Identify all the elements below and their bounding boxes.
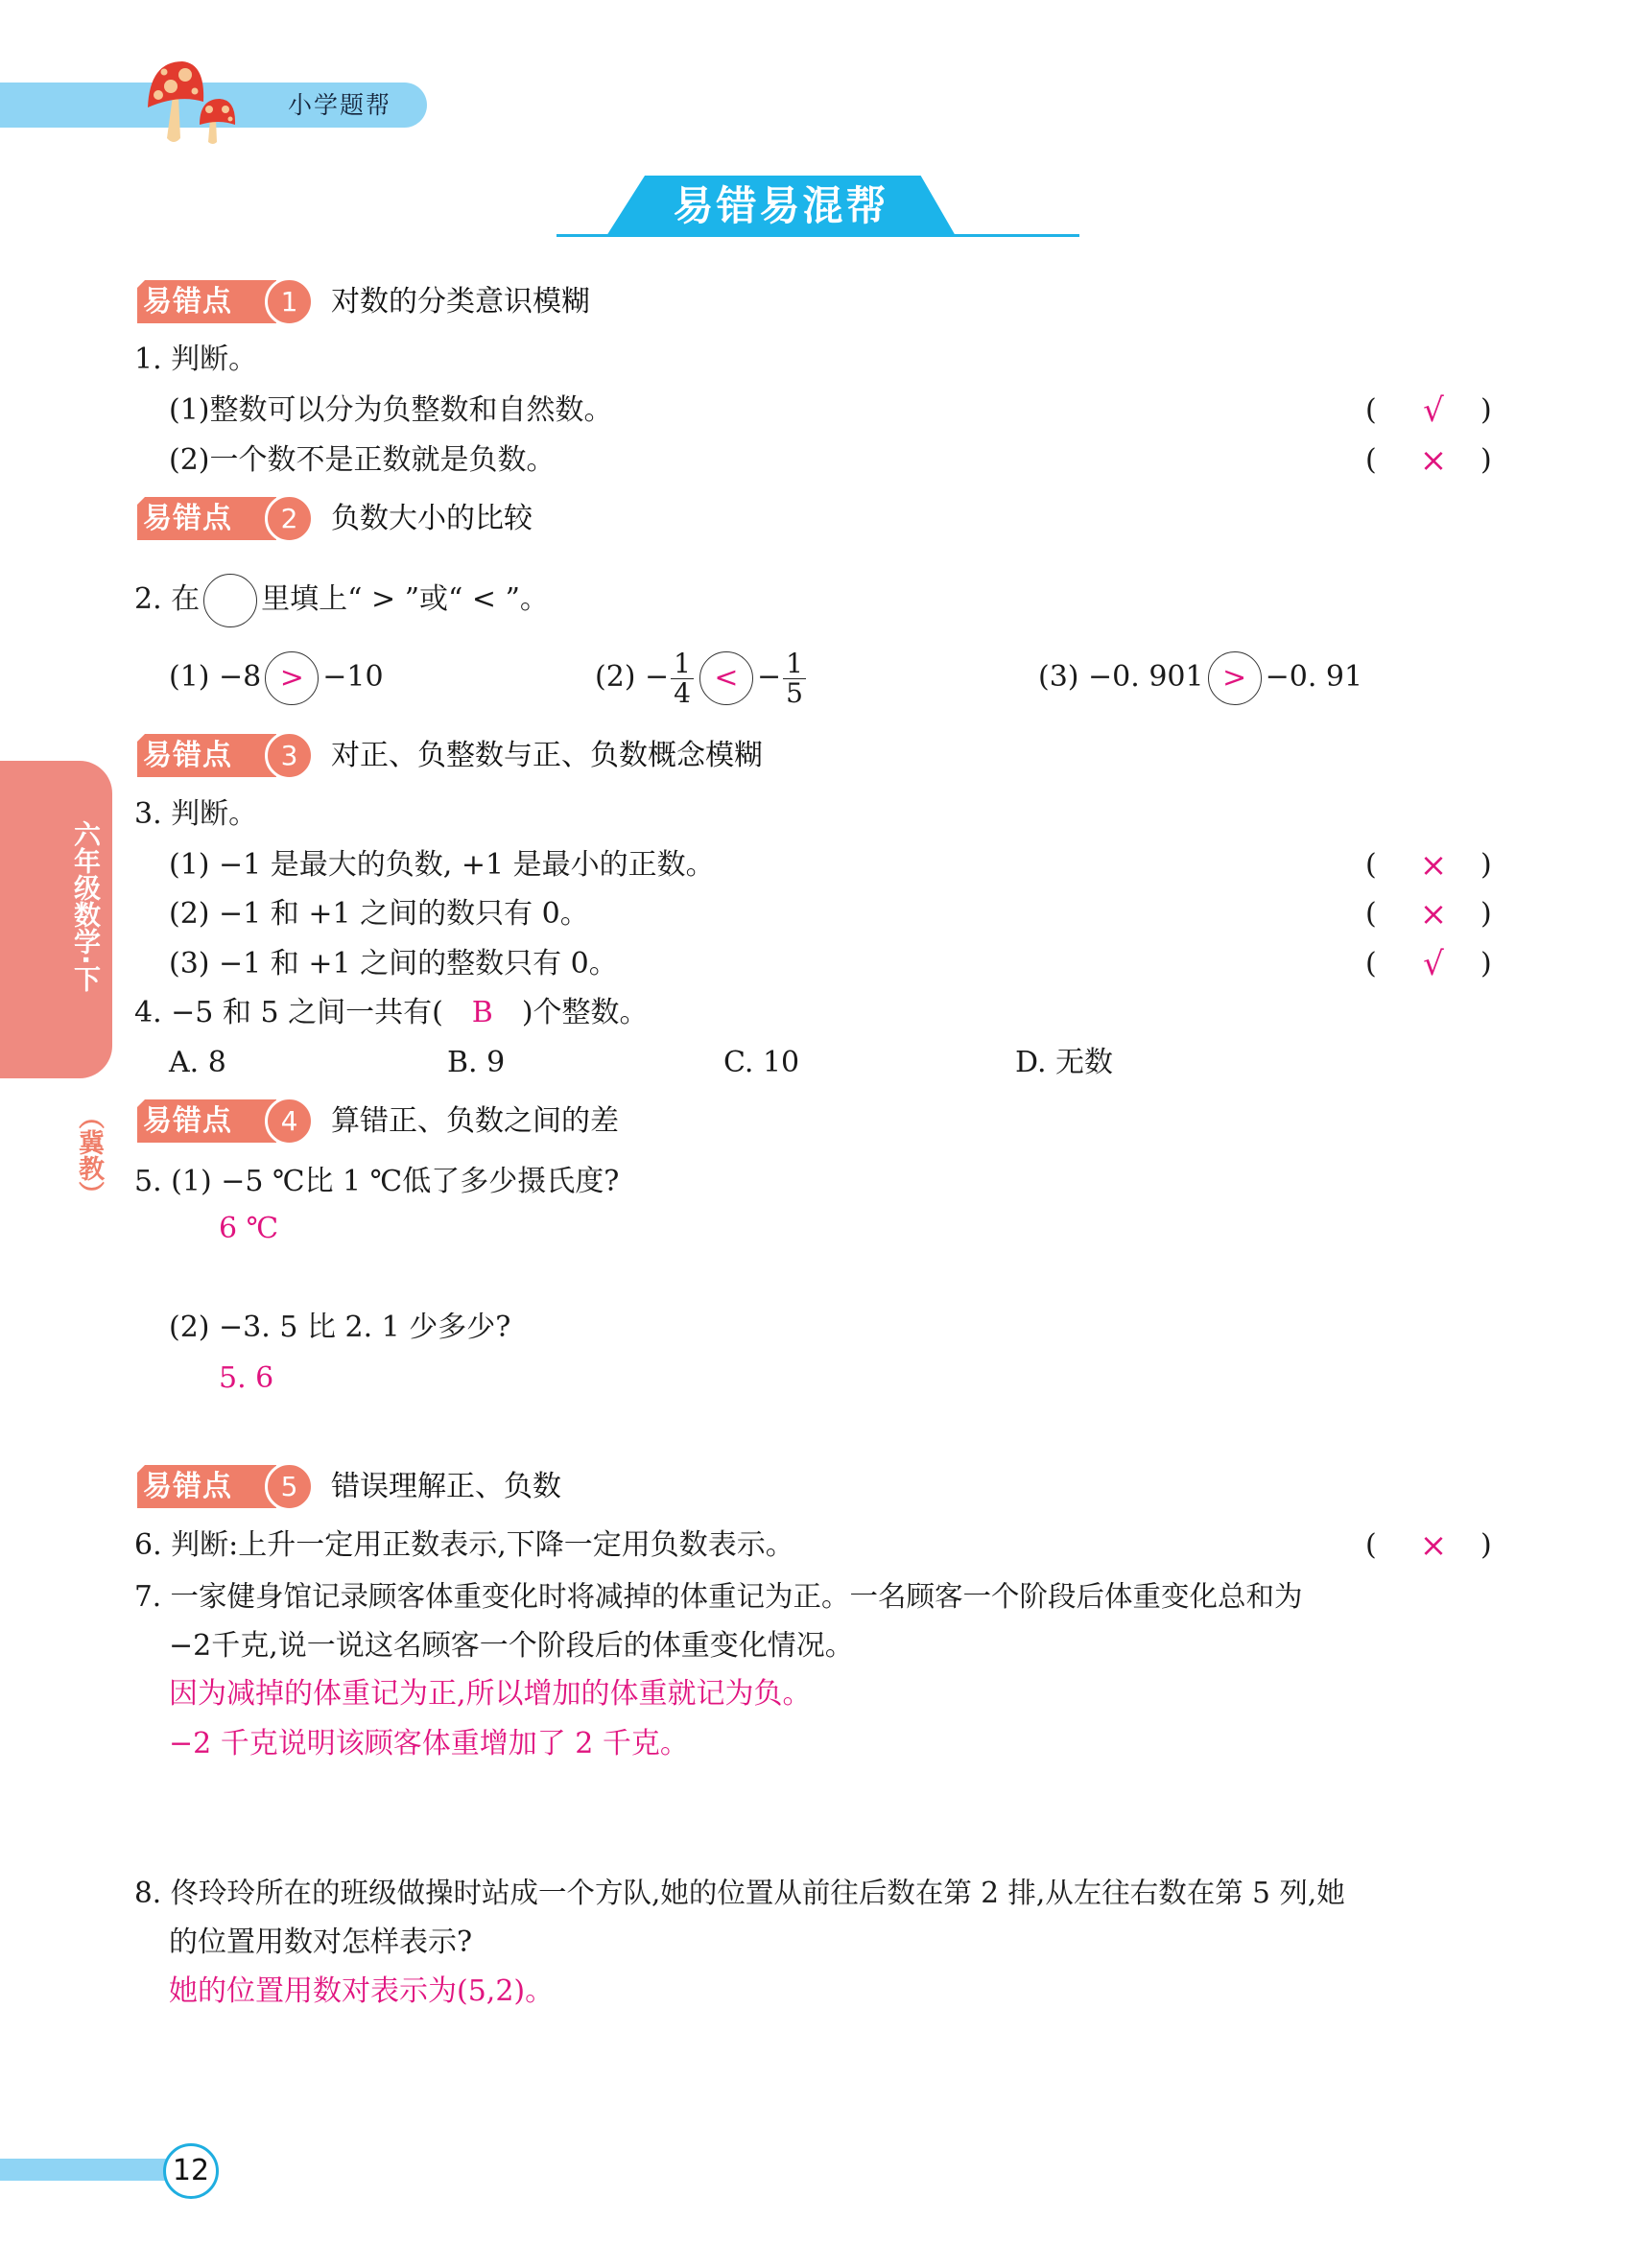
q8-answer: 她的位置用数对表示为(5,2)。	[169, 1974, 555, 2008]
answer-circle: <	[699, 651, 753, 705]
q8-line-1: 8. 佟玲玲所在的班级做操时站成一个方队,她的位置从前往后数在第 2 排,从左往右数在第 5 列,她	[134, 1877, 1345, 1909]
q2-item-1: (1) −8 > −10	[169, 649, 384, 706]
answer-cross: ×	[1419, 846, 1448, 885]
answer-cross: ×	[1419, 441, 1448, 480]
error-tag-5: 易错点 5	[137, 1465, 310, 1508]
q3-item-1: (1) −1 是最大的负数, +1 是最小的正数。	[169, 848, 715, 882]
page-title: 易错易混帮	[673, 182, 889, 229]
q5-answer-2: 5. 6	[219, 1361, 274, 1395]
footer-bar	[0, 2159, 173, 2181]
q4-option-c: C. 10	[723, 1046, 800, 1079]
q7-answer-2: −2 千克说明该顾客体重增加了 2 千克。	[169, 1727, 689, 1760]
section-title-4: 算错正、负数之间的差	[331, 1104, 619, 1138]
error-tag-3: 易错点 3	[137, 734, 310, 777]
answer-cross: ×	[1419, 1526, 1448, 1565]
answer-circle: >	[1208, 651, 1262, 705]
q3-stem: 3. 判断。	[134, 797, 258, 831]
q7-line-1: 7. 一家健身馆记录顾客体重变化时将减掉的体重记为正。一名顾客一个阶段后体重变化总和为	[134, 1580, 1303, 1613]
q5-part-1: 5. (1) −5 ℃比 1 ℃低了多少摄氏度?	[134, 1165, 620, 1198]
edition-label: （冀教）	[74, 1103, 104, 1207]
error-tag-1: 易错点 1	[137, 280, 310, 323]
q1-item-1: (1)整数可以分为负整数和自然数。	[169, 393, 613, 427]
q1-item-2: (2)一个数不是正数就是负数。	[169, 443, 556, 477]
q4-option-b: B. 9	[447, 1046, 506, 1079]
answer-circle: >	[265, 651, 319, 705]
answer-cross: ×	[1419, 895, 1448, 933]
q6-text: 6. 判断:上升一定用正数表示,下降一定用负数表示。	[134, 1528, 794, 1562]
page-number: 12	[163, 2143, 219, 2199]
q2-item-2: (2) − $\frac{1}{4}$ < − $\frac{1}{5}$	[595, 649, 808, 708]
section-title-5: 错误理解正、负数	[331, 1470, 561, 1503]
error-tag-2: 易错点 2	[137, 497, 310, 540]
mushroom-icon	[144, 59, 278, 146]
answer-check: √	[1423, 945, 1444, 983]
q3-item-2: (2) −1 和 +1 之间的数只有 0。	[169, 897, 589, 931]
q5-answer-1: 6 ℃	[219, 1212, 279, 1245]
q2-item-3: (3) −0. 901 > −0. 91	[1038, 649, 1362, 706]
brand-name: 小学题帮	[288, 91, 392, 119]
q4-option-d: D. 无数	[1015, 1046, 1114, 1079]
error-tag-4: 易错点 4	[137, 1099, 310, 1143]
q4-answer: B	[471, 996, 493, 1029]
q8-line-2: 的位置用数对怎样表示?	[169, 1925, 473, 1959]
q1-stem: 1. 判断。	[134, 343, 258, 376]
section-title-1: 对数的分类意识模糊	[331, 285, 590, 319]
q4-stem: 4. −5 和 5 之间一共有( B )个整数。	[134, 996, 649, 1029]
section-title-3: 对正、负整数与正、负数概念模糊	[331, 739, 763, 772]
section-title-2: 负数大小的比较	[331, 502, 533, 535]
grade-label: 六年级数学·下	[70, 820, 102, 992]
q3-item-3: (3) −1 和 +1 之间的整数只有 0。	[169, 947, 618, 980]
q7-answer-1: 因为减掉的体重记为正,所以增加的体重就记为负。	[169, 1677, 812, 1711]
q2-stem: 2. 在 里填上“ > ”或“ < ”。	[134, 571, 549, 628]
q5-part-2: (2) −3. 5 比 2. 1 少多少?	[169, 1311, 511, 1344]
answer-check: √	[1423, 391, 1444, 430]
blank-circle-icon	[203, 574, 257, 627]
q7-line-2: −2千克,说一说这名顾客一个阶段后的体重变化情况。	[169, 1629, 854, 1663]
q4-option-a: A. 8	[169, 1046, 226, 1079]
